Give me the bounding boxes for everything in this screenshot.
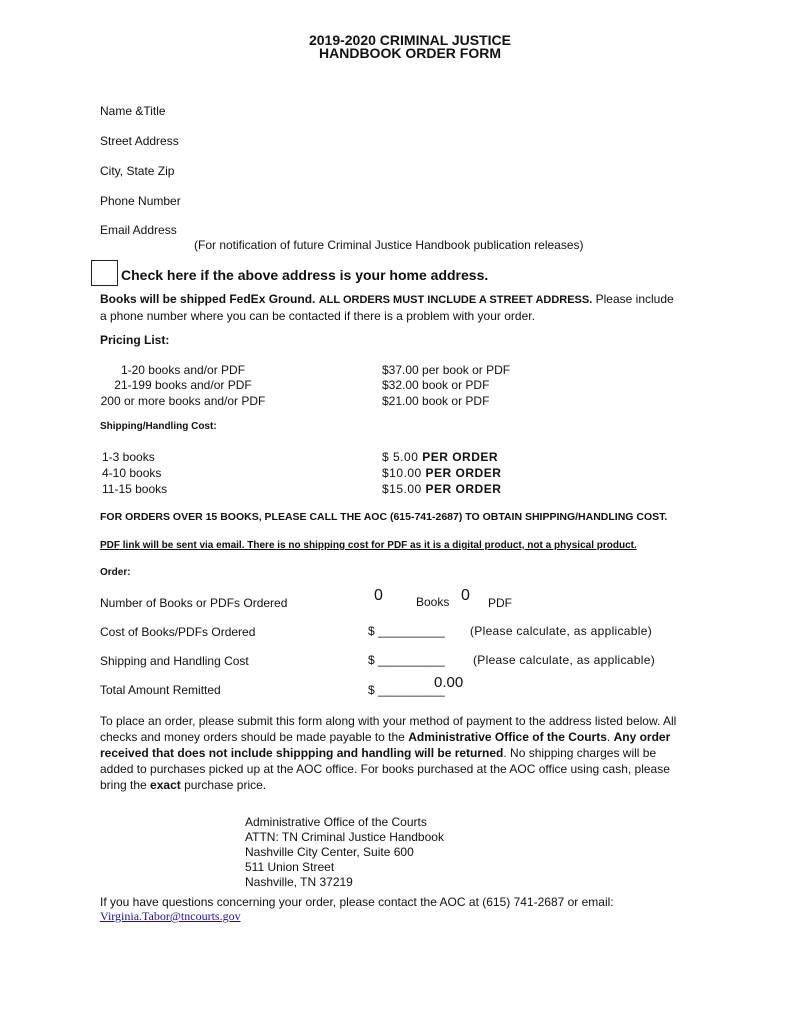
pdf-label: PDF (488, 596, 512, 610)
form-title-line1: 2019-2020 CRIMINAL JUSTICE (308, 32, 512, 48)
home-address-checkbox[interactable] (91, 260, 118, 286)
shipping-price: $15.00 (382, 482, 422, 496)
city-state-zip-field[interactable]: City, State Zip (100, 164, 175, 178)
instructions (100, 713, 680, 793)
pricing-price: $32.00 book or PDF (382, 378, 490, 392)
shipping-price-row (382, 450, 498, 464)
instructions-text: purchase price. (180, 778, 267, 792)
address-line: Nashville, TN 37219 (245, 875, 353, 889)
shipping-qty: 4-10 books (102, 466, 162, 480)
form-title-line2: HANDBOOK ORDER FORM (319, 45, 501, 61)
cost-label: Cost of Books/PDFs Ordered (100, 625, 256, 639)
per-order: PER ORDER (422, 450, 499, 464)
street-address-field[interactable]: Street Address (100, 134, 179, 148)
books-count-field[interactable]: 0 (374, 587, 383, 604)
email-address-field[interactable]: Email Address (100, 223, 177, 237)
phone-number-field[interactable]: Phone Number (100, 194, 181, 208)
shipping-calc-note: (Please calculate, as applicable) (473, 653, 655, 667)
per-order: PER ORDER (425, 482, 502, 496)
home-address-label: Check here if the above address is your home address. (121, 267, 489, 283)
contact-email-link[interactable]: Virginia.Tabor@tncourts.gov (100, 909, 241, 923)
cost-calc-note: (Please calculate, as applicable) (470, 624, 652, 638)
return-warning: Any order received that does not include shippping and handling will be returned (100, 730, 671, 760)
shipping-note-rest: Please include a phone number where you can be contacted if there is a problem with your order. (100, 292, 674, 323)
shipping-cost-field[interactable]: $ __________ (368, 653, 445, 667)
email-note: (For notification of future Criminal Justice Handbook publication releases) (194, 238, 584, 252)
pricing-qty: 200 or more books and/or PDF (100, 394, 266, 408)
cost-field[interactable]: $ __________ (368, 624, 445, 638)
address-line: Administrative Office of the Courts (245, 815, 427, 829)
instructions-text: To place an order, please submit this form along with your method of payment to the address listed below. All checks and money orders should be made payable to the (100, 714, 677, 744)
pricing-qty: 21-199 books and/or PDF (114, 378, 252, 392)
name-title-field[interactable]: Name &Title (100, 104, 166, 118)
address-line: Nashville City Center, Suite 600 (245, 845, 414, 859)
pdf-note: PDF link will be sent via email. There is no shipping cost for PDF as it is a digital product, not a physical product. (100, 540, 637, 551)
total-label: Total Amount Remitted (100, 683, 221, 697)
shipping-note (100, 291, 680, 324)
shipping-heading: Shipping/Handling Cost: (100, 421, 217, 432)
shipping-qty: 11-15 books (102, 482, 168, 496)
contact-note: If you have questions concerning your order, please contact the AOC at (615) 741-2687 or email: (100, 895, 614, 909)
num-ordered-label: Number of Books or PDFs Ordered (100, 596, 288, 610)
pdf-count-field[interactable]: 0 (461, 587, 470, 604)
address-line: 511 Union Street (245, 860, 335, 874)
order-heading: Order: (100, 567, 131, 578)
address-line: ATTN: TN Criminal Justice Handbook (245, 830, 444, 844)
pricing-price: $21.00 book or PDF (382, 394, 490, 408)
payee: Administrative Office of the Courts (408, 730, 607, 744)
shipping-price-row (382, 466, 501, 480)
shipping-price-row (382, 482, 501, 496)
shipping-price: $ 5.00 (382, 450, 419, 464)
books-label: Books (416, 595, 450, 609)
total-field[interactable]: 0.00 (434, 674, 464, 691)
shipping-cost-label: Shipping and Handling Cost (100, 654, 249, 668)
per-order: PER ORDER (425, 466, 502, 480)
shipping-price: $10.00 (382, 466, 422, 480)
shipping-qty: 1-3 books (102, 450, 155, 464)
instructions-text: . No shipping charges will be added to purchases picked up at the AOC office. For books purchased at the AOC office using cash, please bring the (100, 746, 670, 792)
pricing-price: $37.00 per book or PDF (382, 363, 511, 377)
shipping-note-street: ALL ORDERS MUST INCLUDE A STREET ADDRESS. (318, 294, 593, 306)
exact-emphasis: exact (150, 778, 181, 792)
shipping-note-fedex: Books will be shipped FedEx Ground. (100, 292, 316, 306)
pricing-qty: 1-20 books and/or PDF (120, 363, 246, 377)
total-blank: $ __________ (368, 683, 445, 697)
pricing-heading: Pricing List: (100, 333, 170, 347)
instructions-text: . (606, 730, 614, 744)
over-15-note: FOR ORDERS OVER 15 BOOKS, PLEASE CALL THE AOC (615-741-2687) TO OBTAIN SHIPPING/HANDLING COST. (100, 511, 668, 523)
mailing-address (245, 815, 444, 890)
